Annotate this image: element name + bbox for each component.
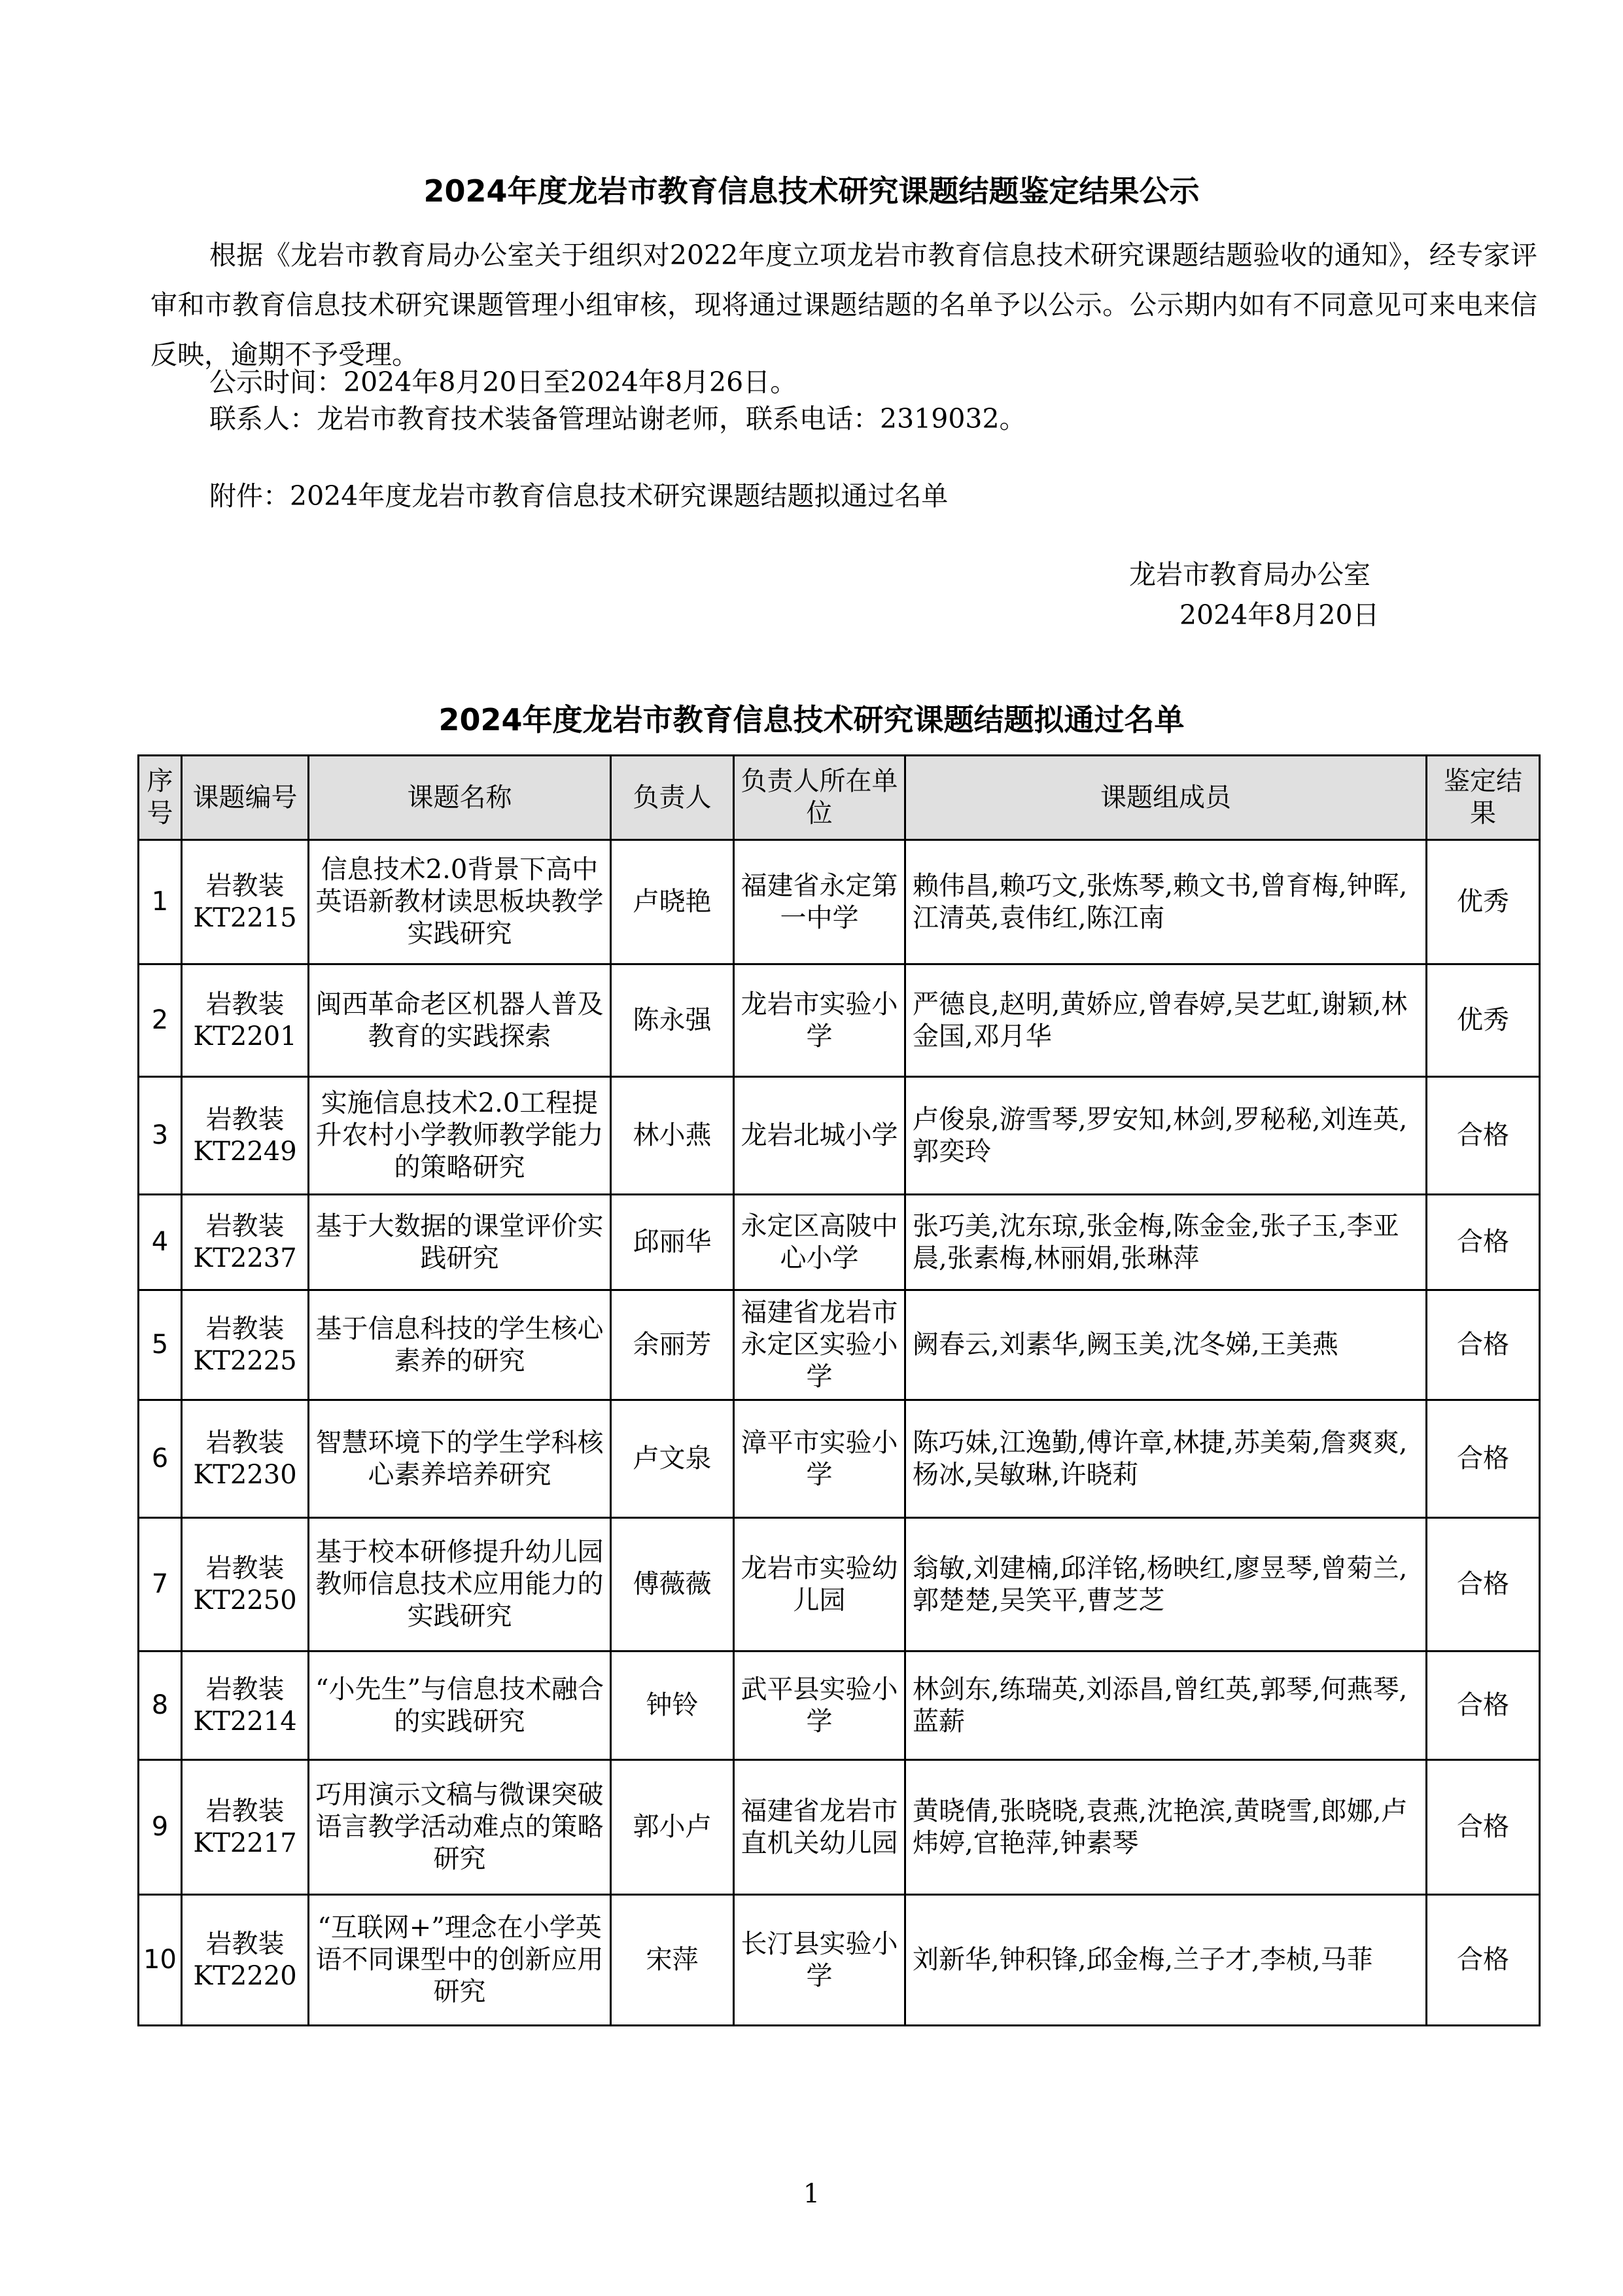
row-members: 赖伟昌,赖巧文,张炼琴,赖文书,曾育梅,钟晖,江清英,袁伟红,陈江南 xyxy=(905,840,1427,964)
header-result: 鉴定结果 xyxy=(1427,756,1540,840)
row-name: 智慧环境下的学生学科核心素养培养研究 xyxy=(309,1400,611,1518)
row-result: 合格 xyxy=(1427,1651,1540,1760)
row-result: 合格 xyxy=(1427,1760,1540,1895)
row-no: 4 xyxy=(139,1195,182,1290)
header-unit: 负责人所在单位 xyxy=(734,756,905,840)
row-code: 岩教装KT2214 xyxy=(182,1651,309,1760)
header-name: 课题名称 xyxy=(309,756,611,840)
row-members: 刘新华,钟积锋,邱金梅,兰子才,李桢,马菲 xyxy=(905,1895,1427,2026)
page-title: 2024年度龙岩市教育信息技术研究课题结题鉴定结果公示 xyxy=(423,173,1200,209)
row-members: 翁敏,刘建楠,邱洋铭,杨映红,廖昱琴,曾菊兰,郭楚楚,吴笑平,曹芝芝 xyxy=(905,1518,1427,1651)
row-name: 基于信息科技的学生核心素养的研究 xyxy=(309,1290,611,1400)
row-name: “小先生”与信息技术融合的实践研究 xyxy=(309,1651,611,1760)
row-name: 基于大数据的课堂评价实践研究 xyxy=(309,1195,611,1290)
row-code: 岩教装KT2201 xyxy=(182,964,309,1077)
row-members: 黄晓倩,张晓晓,袁燕,沈艳滨,黄晓雪,郎娜,卢炜婷,官艳萍,钟素琴 xyxy=(905,1760,1427,1895)
signature-date: 2024年8月20日 xyxy=(1179,599,1380,631)
table-row xyxy=(139,1895,1540,2026)
row-unit: 永定区高陂中心小学 xyxy=(734,1195,905,1290)
row-name: 基于校本研修提升幼儿园教师信息技术应用能力的实践研究 xyxy=(309,1518,611,1651)
row-unit: 长汀县实验小学 xyxy=(734,1895,905,2026)
row-unit: 龙岩市实验幼儿园 xyxy=(734,1518,905,1651)
table-header-row xyxy=(139,756,1540,840)
row-leader: 钟铃 xyxy=(611,1651,734,1760)
intro-paragraph: 根据《龙岩市教育局办公室关于组织对2022年度立项龙岩市教育信息技术研究课题结题验收的通知》，经专家评审和市教育信息技术研究课题管理小组审核，现将通过课题结题的名单予以公示。公示期内如有不同意见可来电来信反映，逾期不予受理。 xyxy=(150,239,1537,370)
row-no: 7 xyxy=(139,1518,182,1651)
row-name: 闽西革命老区机器人普及教育的实践探索 xyxy=(309,964,611,1077)
table-row xyxy=(139,1651,1540,1760)
header-leader: 负责人 xyxy=(611,756,734,840)
row-name: 巧用演示文稿与微课突破语言教学活动难点的策略研究 xyxy=(309,1760,611,1895)
row-members: 卢俊泉,游雪琴,罗安知,林剑,罗秘秘,刘连英,郭奕玲 xyxy=(905,1077,1427,1195)
row-result: 合格 xyxy=(1427,1290,1540,1400)
notice-period: 公示时间：2024年8月20日至2024年8月26日。 xyxy=(209,366,797,398)
row-unit: 福建省永定第一中学 xyxy=(734,840,905,964)
row-unit: 福建省龙岩市直机关幼儿园 xyxy=(734,1760,905,1895)
row-leader: 傅薇薇 xyxy=(611,1518,734,1651)
row-result: 合格 xyxy=(1427,1518,1540,1651)
row-no: 2 xyxy=(139,964,182,1077)
table-row xyxy=(139,840,1540,964)
row-members: 阙春云,刘素华,阙玉美,沈冬娣,王美燕 xyxy=(905,1290,1427,1400)
list-title: 2024年度龙岩市教育信息技术研究课题结题拟通过名单 xyxy=(438,702,1185,737)
row-result: 优秀 xyxy=(1427,964,1540,1077)
table-row xyxy=(139,1290,1540,1400)
row-result: 合格 xyxy=(1427,1077,1540,1195)
row-no: 6 xyxy=(139,1400,182,1518)
row-code: 岩教装KT2220 xyxy=(182,1895,309,2026)
row-members: 林剑东,练瑞英,刘添昌,曾红英,郭琴,何燕琴,蓝薪 xyxy=(905,1651,1427,1760)
row-members: 张巧美,沈东琼,张金梅,陈金金,张子玉,李亚晨,张素梅,林丽娟,张琳萍 xyxy=(905,1195,1427,1290)
contact-info: 联系人：龙岩市教育技术装备管理站谢老师，联系电话：2319032。 xyxy=(209,403,1026,434)
row-name: 实施信息技术2.0工程提升农村小学教师教学能力的策略研究 xyxy=(309,1077,611,1195)
table-row xyxy=(139,1518,1540,1651)
header-code: 课题编号 xyxy=(182,756,309,840)
attachment-line: 附件：2024年度龙岩市教育信息技术研究课题结题拟通过名单 xyxy=(209,480,949,512)
row-no: 1 xyxy=(139,840,182,964)
row-no: 3 xyxy=(139,1077,182,1195)
row-leader: 陈永强 xyxy=(611,964,734,1077)
row-code: 岩教装KT2215 xyxy=(182,840,309,964)
row-name: 信息技术2.0背景下高中英语新教材读思板块教学实践研究 xyxy=(309,840,611,964)
row-name: “互联网+”理念在小学英语不同课型中的创新应用研究 xyxy=(309,1895,611,2026)
row-leader: 郭小卢 xyxy=(611,1760,734,1895)
row-result: 合格 xyxy=(1427,1400,1540,1518)
row-code: 岩教装KT2217 xyxy=(182,1760,309,1895)
row-code: 岩教装KT2250 xyxy=(182,1518,309,1651)
page-number: 1 xyxy=(803,2179,820,2209)
row-leader: 卢晓艳 xyxy=(611,840,734,964)
signature-org: 龙岩市教育局办公室 xyxy=(1129,559,1370,590)
table-row xyxy=(139,1077,1540,1195)
row-members: 严德良,赵明,黄娇应,曾春婷,吴艺虹,谢颖,林金国,邓月华 xyxy=(905,964,1427,1077)
row-result: 优秀 xyxy=(1427,840,1540,964)
row-leader: 邱丽华 xyxy=(611,1195,734,1290)
row-unit: 福建省龙岩市永定区实验小学 xyxy=(734,1290,905,1400)
row-result: 合格 xyxy=(1427,1195,1540,1290)
row-code: 岩教装KT2237 xyxy=(182,1195,309,1290)
row-leader: 余丽芳 xyxy=(611,1290,734,1400)
table-row xyxy=(139,964,1540,1077)
row-unit: 龙岩市实验小学 xyxy=(734,964,905,1077)
row-unit: 漳平市实验小学 xyxy=(734,1400,905,1518)
table-row xyxy=(139,1760,1540,1895)
row-no: 8 xyxy=(139,1651,182,1760)
row-unit: 武平县实验小学 xyxy=(734,1651,905,1760)
results-table xyxy=(137,754,1541,2026)
row-members: 陈巧妹,江逸勤,傅许章,林捷,苏美菊,詹爽爽,杨冰,吴敏琳,许晓莉 xyxy=(905,1400,1427,1518)
table-row xyxy=(139,1400,1540,1518)
header-members: 课题组成员 xyxy=(905,756,1427,840)
row-leader: 林小燕 xyxy=(611,1077,734,1195)
row-leader: 宋萍 xyxy=(611,1895,734,2026)
row-code: 岩教装KT2249 xyxy=(182,1077,309,1195)
row-no: 5 xyxy=(139,1290,182,1400)
row-no: 9 xyxy=(139,1760,182,1895)
header-no: 序号 xyxy=(139,756,182,840)
table-row xyxy=(139,1195,1540,1290)
row-code: 岩教装KT2225 xyxy=(182,1290,309,1400)
row-result: 合格 xyxy=(1427,1895,1540,2026)
row-unit: 龙岩北城小学 xyxy=(734,1077,905,1195)
row-code: 岩教装KT2230 xyxy=(182,1400,309,1518)
row-no: 10 xyxy=(139,1895,182,2026)
row-leader: 卢文泉 xyxy=(611,1400,734,1518)
